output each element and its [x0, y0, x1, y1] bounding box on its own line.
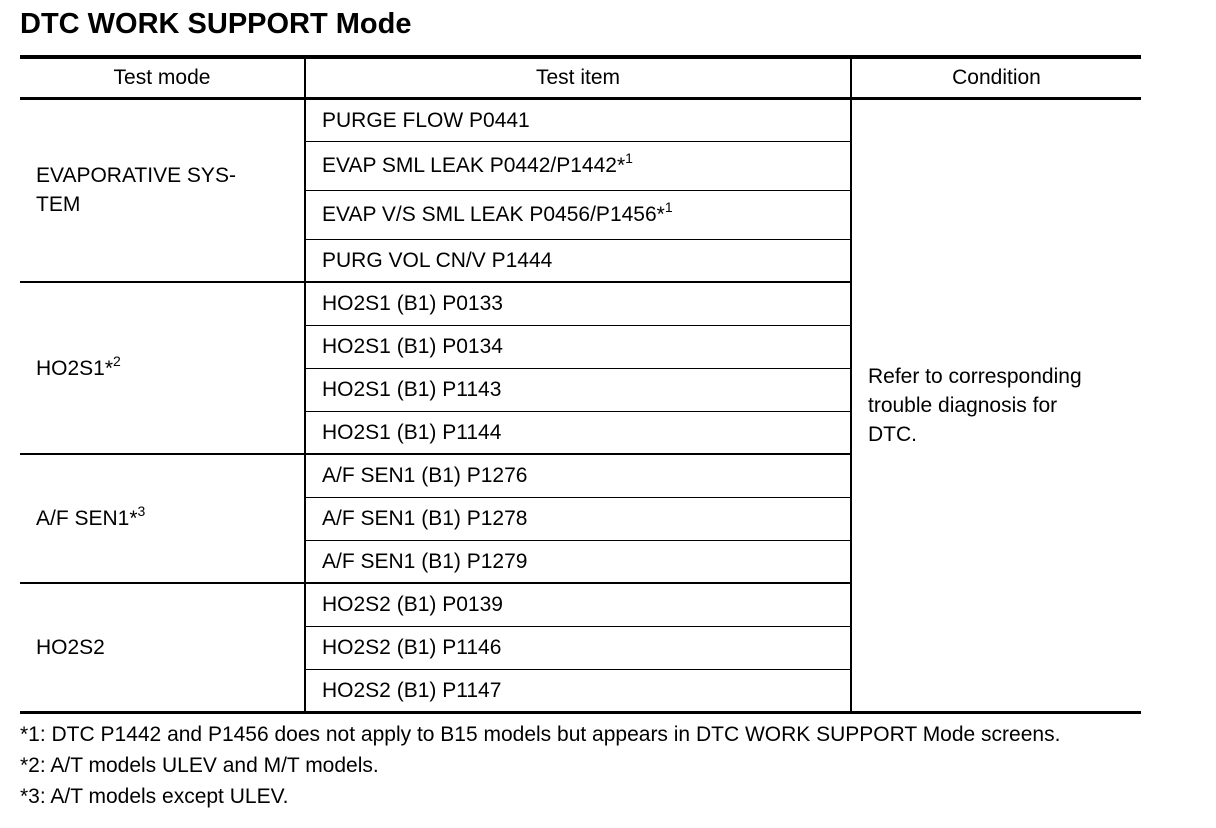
footnote-marker: 3: [137, 503, 146, 519]
condition-cell: Refer to corresponding trouble diagnosis for DTC.: [851, 98, 1141, 712]
footnotes: [20, 719, 1060, 812]
test-mode-evaporative-system: EVAPORATIVE SYS- TEM: [20, 98, 305, 282]
test-item: HO2S1 (B1) P1144: [305, 411, 851, 454]
test-item: HO2S1 (B1) P1143: [305, 368, 851, 411]
footnote-1: *1: DTC P1442 and P1456 does not apply to B15 models but appears in DTC WORK SUPPORT Mode screens.: [20, 723, 1061, 746]
test-item: HO2S2 (B1) P1147: [305, 669, 851, 712]
footnote-2: *2: A/T models ULEV and M/T models.: [20, 754, 379, 777]
footnote-marker: 1: [625, 150, 633, 166]
test-item: A/F SEN1 (B1) P1278: [305, 497, 851, 540]
footnote-3: *3: A/T models except ULEV.: [20, 785, 289, 808]
test-item: HO2S2 (B1) P0139: [305, 583, 851, 626]
test-item: EVAP V/S SML LEAK P0456/P1456*$^1$: [305, 190, 851, 239]
test-item: HO2S1 (B1) P0134: [305, 325, 851, 368]
header-condition: Condition: [851, 57, 1141, 98]
table-header-row: [20, 57, 1141, 98]
footnote-marker: 1: [664, 199, 673, 215]
table-row: [20, 98, 1141, 141]
test-item: PURGE FLOW P0441: [305, 98, 851, 141]
footnote-marker: 2: [113, 352, 121, 369]
header-test-mode: Test mode: [20, 57, 305, 98]
dtc-work-support-table: [20, 55, 1141, 714]
test-item: EVAP SML LEAK P0442/P1442*$^1$: [305, 141, 851, 190]
test-mode-af-sen1: A/F SEN1*$^3$: [20, 454, 305, 583]
page-title: DTC WORK SUPPORT Mode: [20, 8, 412, 40]
test-item: HO2S1 (B1) P0133: [305, 282, 851, 325]
test-mode-ho2s2: HO2S2: [20, 583, 305, 712]
test-item: A/F SEN1 (B1) P1276: [305, 454, 851, 497]
test-item: HO2S2 (B1) P1146: [305, 626, 851, 669]
test-item: A/F SEN1 (B1) P1279: [305, 540, 851, 583]
test-mode-ho2s1: HO2S1*$^2$: [20, 282, 305, 454]
header-test-item: Test item: [305, 57, 851, 98]
test-item: PURG VOL CN/V P1444: [305, 239, 851, 282]
